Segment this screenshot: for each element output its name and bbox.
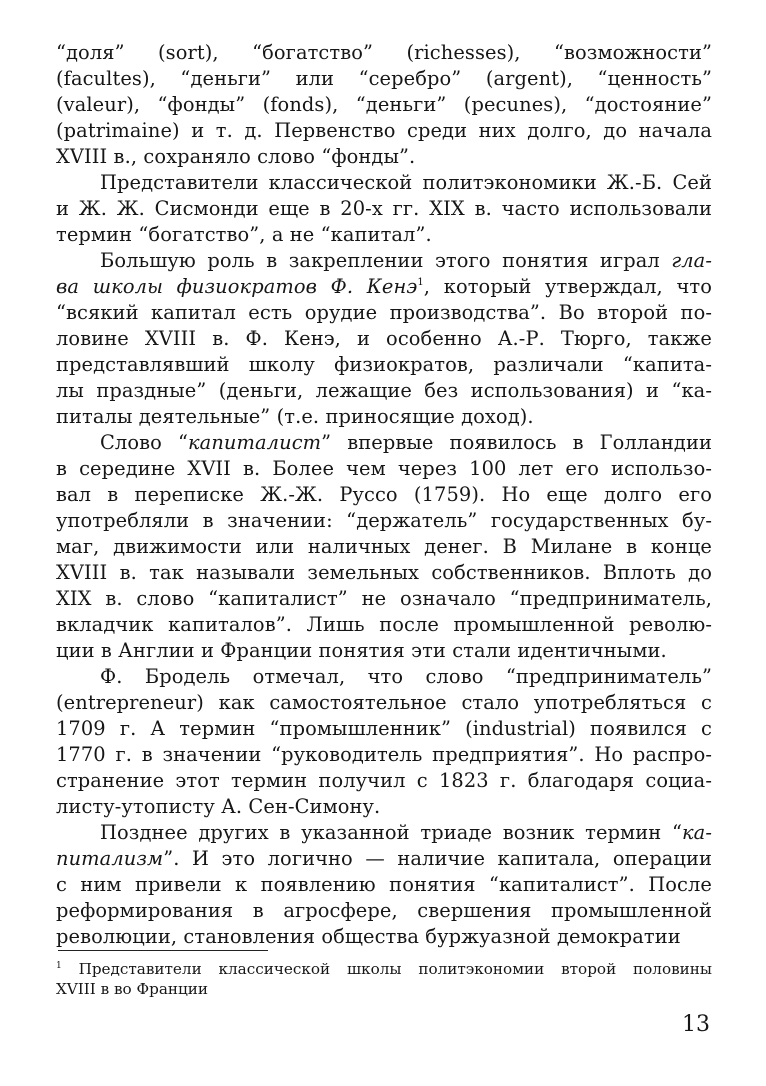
paragraph [56, 248, 712, 430]
text-line [56, 222, 712, 248]
text-line [56, 92, 712, 118]
italic-text: капиталист [188, 431, 322, 454]
text-segment: реформирования в агросфере, свершения промышленной [56, 899, 712, 922]
text-segment: питалы деятельные” (т.е. приносящие доход). [56, 405, 534, 428]
text-line [56, 716, 712, 742]
text-segment: странение этот термин получил с 1823 г. благодаря социа- [56, 769, 712, 792]
text-line [56, 430, 712, 456]
text-line [56, 846, 712, 872]
text-segment: 1709 г. А термин “промышленник” (industrial) появился с [56, 717, 712, 740]
text-segment: (entrepreneur) как самостоятельное стало употребляться с [56, 691, 712, 714]
text-segment: (valeur), “фонды” (fonds), “деньги” (pecunes), “достояние” [56, 93, 712, 116]
paragraph [56, 430, 712, 664]
text-line [56, 872, 712, 898]
paragraph [56, 40, 712, 170]
text-line [56, 959, 712, 979]
text-segment: Ф. Бродель отмечал, что слово “предприниматель” [100, 665, 712, 688]
text-line [56, 40, 712, 66]
text-segment: Представители классической политэкономики Ж.-Б. Сей [100, 171, 712, 194]
text-segment: Большую роль в закреплении этого понятия играл [100, 249, 672, 272]
footnote-divider [58, 950, 268, 951]
text-line [56, 768, 712, 794]
paragraph [56, 664, 712, 820]
italic-text: ка- [682, 821, 712, 844]
text-segment: в середине XVII в. Более чем через 100 лет его использо- [56, 457, 712, 480]
text-segment: Представители классической школы политэкономии второй половины [61, 960, 712, 978]
text-line [56, 248, 712, 274]
text-segment: вал в переписке Ж.-Ж. Руссо (1759). Но еще долго его [56, 483, 712, 506]
text-line [56, 66, 712, 92]
text-segment: XIX в. слово “капиталист” не означало “предприниматель, [56, 587, 712, 610]
text-segment: XVIII в. так называли земельных собственников. Вплоть до [56, 561, 712, 584]
text-line [56, 482, 712, 508]
text-line [56, 794, 712, 820]
text-segment: (patrimaine) и т. д. Первенство среди них долго, до начала [56, 119, 712, 142]
text-segment: ловине XVIII в. Ф. Кенэ, и особенно А.-Р. Тюрго, также [56, 327, 712, 350]
text-segment: , который утверждал, что [423, 275, 712, 298]
text-line [56, 404, 712, 430]
text-segment: “доля” (sort), “богатство” (richesses), “возможности” [56, 41, 712, 64]
text-segment: ”. И это логично — наличие капитала, операции [163, 847, 712, 870]
text-line [56, 690, 712, 716]
text-line [56, 560, 712, 586]
text-segment: маг, движимости или наличных денег. В Милане в конце [56, 535, 712, 558]
text-segment: 1770 г. в значении “руководитель предприятия”. Но распро- [56, 743, 712, 766]
paragraph [56, 170, 712, 248]
text-line [56, 534, 712, 560]
text-line [56, 170, 712, 196]
text-line [56, 586, 712, 612]
text-line [56, 378, 712, 404]
text-line [56, 924, 712, 950]
text-segment: и Ж. Ж. Сисмонди еще в 20-х гг. XIX в. часто использовали [56, 197, 712, 220]
text-line [56, 274, 712, 300]
text-segment: термин “богатство”, а не “капитал”. [56, 223, 432, 246]
text-line [56, 638, 712, 664]
text-line [56, 196, 712, 222]
text-segment: ” впервые появилось в Голландии [321, 431, 712, 454]
text-segment: XVIII в во Франции [56, 980, 209, 998]
footnotes [56, 959, 712, 999]
italic-text: питализм [56, 847, 164, 870]
text-segment: ции в Англии и Франции понятия эти стали идентичными. [56, 639, 667, 662]
text-line [56, 118, 712, 144]
text-line [56, 144, 712, 170]
text-segment: листу-утописту А. Сен-Симону. [56, 795, 381, 818]
text-segment: лы праздные” (деньги, лежащие без использования) и “ка- [56, 379, 712, 402]
footnote-marker: 1 [56, 961, 62, 971]
text-line [56, 326, 712, 352]
text-segment: с ним привели к появлению понятия “капиталист”. После [56, 873, 712, 896]
text-segment: (facultes), “деньги” или “серебро” (argent), “ценность” [56, 67, 712, 90]
page-body [56, 40, 712, 950]
text-line [56, 352, 712, 378]
text-line [56, 664, 712, 690]
page-number: 13 [682, 1012, 710, 1037]
italic-text: гла- [671, 249, 712, 272]
text-line [56, 979, 712, 999]
text-segment: XVIII в., сохраняло слово “фонды”. [56, 145, 416, 168]
text-segment: “всякий капитал есть орудие производства”. Во второй по- [56, 301, 712, 324]
text-segment: вкладчик капиталов”. Лишь после промышленной револю- [56, 613, 712, 636]
footnote [56, 959, 712, 999]
text-line [56, 742, 712, 768]
text-segment: Слово “ [100, 431, 188, 454]
text-segment: революции, становления общества буржуазной демократии [56, 925, 681, 948]
footnote-marker: 1 [417, 277, 424, 288]
text-segment: Позднее других в указанной триаде возник термин “ [100, 821, 682, 844]
text-line [56, 612, 712, 638]
text-line [56, 898, 712, 924]
text-line [56, 456, 712, 482]
text-line [56, 300, 712, 326]
paragraph [56, 820, 712, 950]
text-segment: представлявший школу физиократов, различали “капита- [56, 353, 712, 376]
italic-text: ва школы физиократов Ф. Кенэ [56, 275, 418, 298]
text-line [56, 508, 712, 534]
text-segment: употребляли в значении: “держатель” государственных бу- [56, 509, 712, 532]
text-line [56, 820, 712, 846]
